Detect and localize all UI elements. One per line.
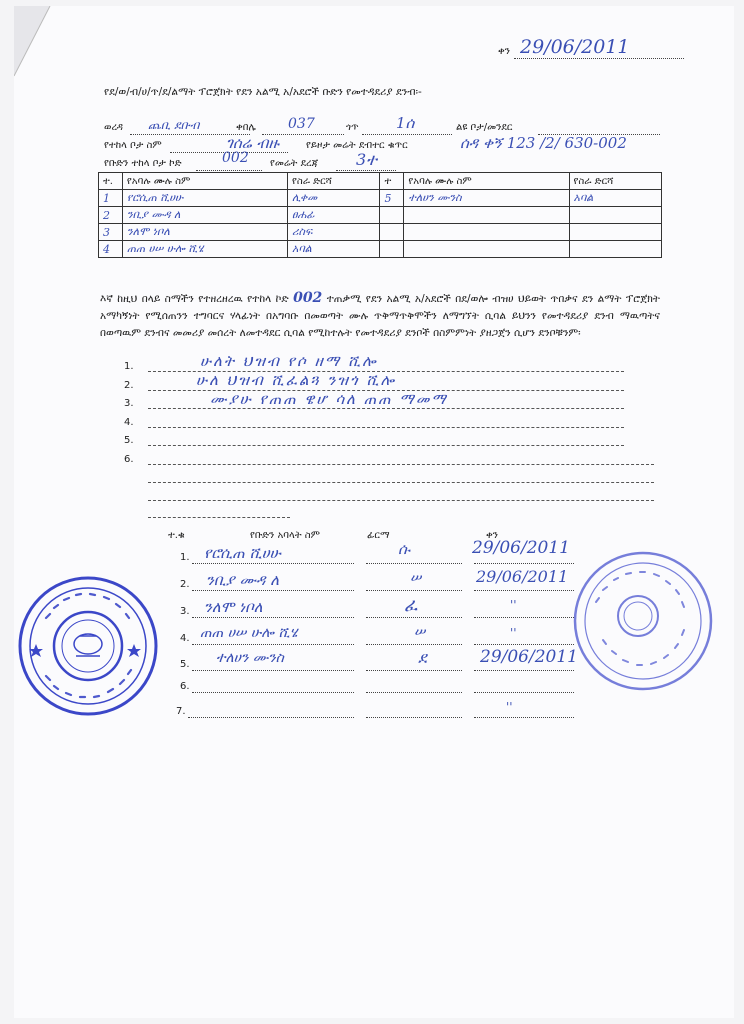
woreda-value: ጨቢ ደቡብ — [148, 118, 200, 132]
member-role: ፀሐፊ — [292, 208, 315, 221]
sig-col-no: ተ.ቁ — [168, 530, 185, 541]
agreement-paragraph — [100, 290, 660, 342]
sig-name-line — [192, 617, 354, 618]
rule-written-text: ሙያሁ የጠጠ ዌሆ ሳለ ጠጠ ማመማ — [210, 390, 448, 408]
site-code-line — [196, 170, 262, 171]
sig-sign-line — [366, 644, 462, 645]
sig-number: 6. — [180, 681, 190, 692]
land-grade-value: 3ተ — [356, 150, 377, 169]
sig-col-date: ቀን — [486, 530, 498, 541]
col-header-no-2: ተ — [380, 173, 404, 190]
folded-corner — [14, 6, 74, 86]
row-number: 2 — [103, 208, 110, 222]
date-line — [514, 58, 684, 59]
got-label: ጎጥ — [346, 122, 359, 133]
sig-date-line — [474, 617, 574, 618]
sig-col-name: የቡድን አባላት ስም — [250, 530, 320, 541]
sig-sign-line — [366, 692, 462, 693]
table-row — [99, 224, 662, 241]
members-table — [98, 172, 662, 258]
member-name: ንቢያ ሙዳ ለ — [126, 208, 181, 221]
rule-line — [148, 482, 654, 483]
sig-sign-line — [366, 717, 462, 718]
sig-name-line — [192, 563, 354, 564]
sig-name-line — [192, 644, 354, 645]
site-name-value: ገሰሬ ብዙ — [226, 134, 280, 152]
rule-number: 3. — [124, 398, 134, 409]
col-header-name: የአባሉ ሙሉ ስም — [122, 173, 287, 190]
kebele-label: ቀበሌ — [236, 122, 256, 133]
sig-col-sign: ፊርማ — [367, 530, 390, 541]
rule-line — [148, 464, 654, 465]
left-official-stamp — [16, 574, 160, 718]
signature-mark: ሠ — [414, 624, 426, 640]
sig-written-name: የሮሲጠ ሺሀሁ — [204, 544, 281, 562]
paragraph-text-end: ተጠቃሚ የደን አልሚ አ/አደሮች በደ/ወሎ ብዝሀ ህይወት ጥበቃና ደን ልማት ፕሮጀክት አማካኝነት የሚሰጠንን ተግባርና ሃላፊነት በአግባቡ በመወጣት ሙሉ ጥቅማጥቅሞችን ለማግኘት ሲባል ይህንን የመተዳደሪያ ደንብ ማዉጣትና በወጣዉም ደንብና መመሪያ መሰረት ለመተዳደር ሲባል የሚከተሉት የመተዳደሪያ ደንቦች በስምምነት ያዘጋጀን ሲሆን ደንቦቹንም፡ — [100, 293, 661, 339]
sig-sign-line — [366, 563, 462, 564]
sig-sign-line — [366, 617, 462, 618]
sig-name-line — [192, 590, 354, 591]
member-role: ሊቀመ — [292, 191, 318, 204]
sig-sign-line — [366, 670, 462, 671]
paragraph-site-code: 002 — [293, 290, 323, 306]
table-header-row — [99, 173, 662, 190]
land-grade-line — [336, 170, 396, 171]
kebele-value: 037 — [288, 116, 315, 132]
sig-name-line — [192, 692, 354, 693]
woreda-label: ወረዳ — [104, 122, 123, 133]
sig-written-name: ተለሀን ሙንስ — [216, 650, 284, 666]
member-role: አባል — [292, 242, 312, 255]
cert-value: ሰዳ ቀኝ 123 /2/ 630-002 — [460, 134, 627, 152]
sig-number: 4. — [180, 633, 190, 644]
right-official-stamp — [570, 548, 716, 694]
member-role: ሪስፍ — [292, 225, 313, 238]
rule-line — [148, 427, 624, 428]
signature-mark: ሱ — [398, 540, 411, 558]
cert-label: የይዞታ መሬት ደብተር ቁጥር — [306, 140, 408, 151]
sig-written-name: ንለሞ ነቦለ — [204, 598, 263, 616]
sig-date: '' — [510, 598, 517, 612]
sig-number: 5. — [180, 659, 190, 670]
table-row — [99, 241, 662, 258]
place-label: ልዩ ቦታ/መንደር — [456, 122, 513, 133]
sig-date-line — [474, 717, 574, 718]
rule-written-text: ሁለ ህዝብ ሺፈልጓ ንዝጎ ሺሎ — [196, 371, 397, 389]
sig-sign-line — [366, 590, 462, 591]
sig-date: 29/06/2011 — [472, 538, 570, 558]
paragraph-text-start: እኛ ከዚህ በላይ ስማችን የተዘረዘረዉ የተከላ ኮድ — [100, 293, 289, 305]
rule-number: 1. — [124, 361, 134, 372]
rule-number: 2. — [124, 380, 134, 391]
sig-name-line — [192, 670, 354, 671]
signature-mark: ሠ — [410, 570, 422, 586]
sig-date-line — [474, 670, 574, 671]
sig-written-name: ንቢያ ሙዳ ለ — [206, 571, 279, 589]
sig-date-line — [474, 590, 574, 591]
rule-number: 6. — [124, 454, 134, 465]
got-value: 1ሰ — [396, 114, 415, 132]
sig-date: 29/06/2011 — [480, 647, 578, 667]
row-number: 3 — [103, 225, 110, 239]
sig-number: 3. — [180, 606, 190, 617]
member-role: አባል — [573, 191, 594, 204]
rule-line — [148, 500, 654, 501]
rule-line — [148, 517, 290, 518]
member-name: ንለሞ ነቦለ — [126, 225, 170, 238]
rule-line — [148, 445, 624, 446]
sig-number: 1. — [180, 552, 190, 563]
col-header-role-2: የስራ ድርሻ — [569, 173, 661, 190]
document-title: የደ/ወ/ብ/ሀ/ጥ/ደ/ልማት ፕሮጀክት የደን አልሚ አ/አደሮች ቡድን የመተዳደሪያ ደንብ፡- — [104, 86, 422, 98]
site-code-value: 002 — [222, 150, 249, 166]
sig-date: 29/06/2011 — [476, 567, 569, 586]
rule-line — [148, 408, 624, 409]
sig-number: 2. — [180, 579, 190, 590]
table-row — [99, 190, 662, 207]
sig-date: '' — [506, 700, 513, 714]
sig-date-line — [474, 692, 574, 693]
sig-name-line — [188, 717, 354, 718]
col-header-no: ተ. — [99, 173, 123, 190]
row-number: 4 — [103, 242, 110, 256]
land-grade-label: የመሬት ደረጃ — [270, 158, 319, 169]
row-number: 5 — [384, 191, 392, 205]
col-header-name-2: የአባሉ ሙሉ ስም — [404, 173, 569, 190]
col-header-role: የስራ ድርሻ — [288, 173, 380, 190]
signature-mark: ደ — [418, 648, 427, 667]
row-number: 1 — [103, 191, 110, 205]
table-row — [99, 207, 662, 224]
member-name: ጠጠ ሀሠ ሁሎ ሺሄ — [126, 242, 204, 255]
rule-number: 4. — [124, 417, 134, 428]
date-value: 29/06/2011 — [520, 36, 630, 58]
sig-number: 7. — [176, 706, 186, 717]
site-name-label: የተከላ ቦታ ስም — [104, 140, 162, 151]
site-code-label: የቡድን ተከላ ቦታ ኮድ — [104, 158, 182, 169]
sig-date-line — [474, 563, 574, 564]
signature-mark: ፈ — [404, 595, 418, 616]
sig-date-line — [474, 644, 574, 645]
member-name: የሮሲጠ ሺሀሁ — [126, 191, 184, 204]
got-line — [362, 134, 452, 135]
rule-written-text: ሁለት ህዝብ የሶ ዘማ ሺሎ — [200, 352, 378, 370]
sig-written-name: ጠጠ ሀሠ ሁሎ ሺሄ — [200, 625, 298, 641]
date-label: ቀን — [498, 46, 510, 57]
sig-date: '' — [510, 626, 517, 640]
rule-number: 5. — [124, 435, 134, 446]
member-name: ተለሀን ሙንስ — [408, 191, 462, 204]
